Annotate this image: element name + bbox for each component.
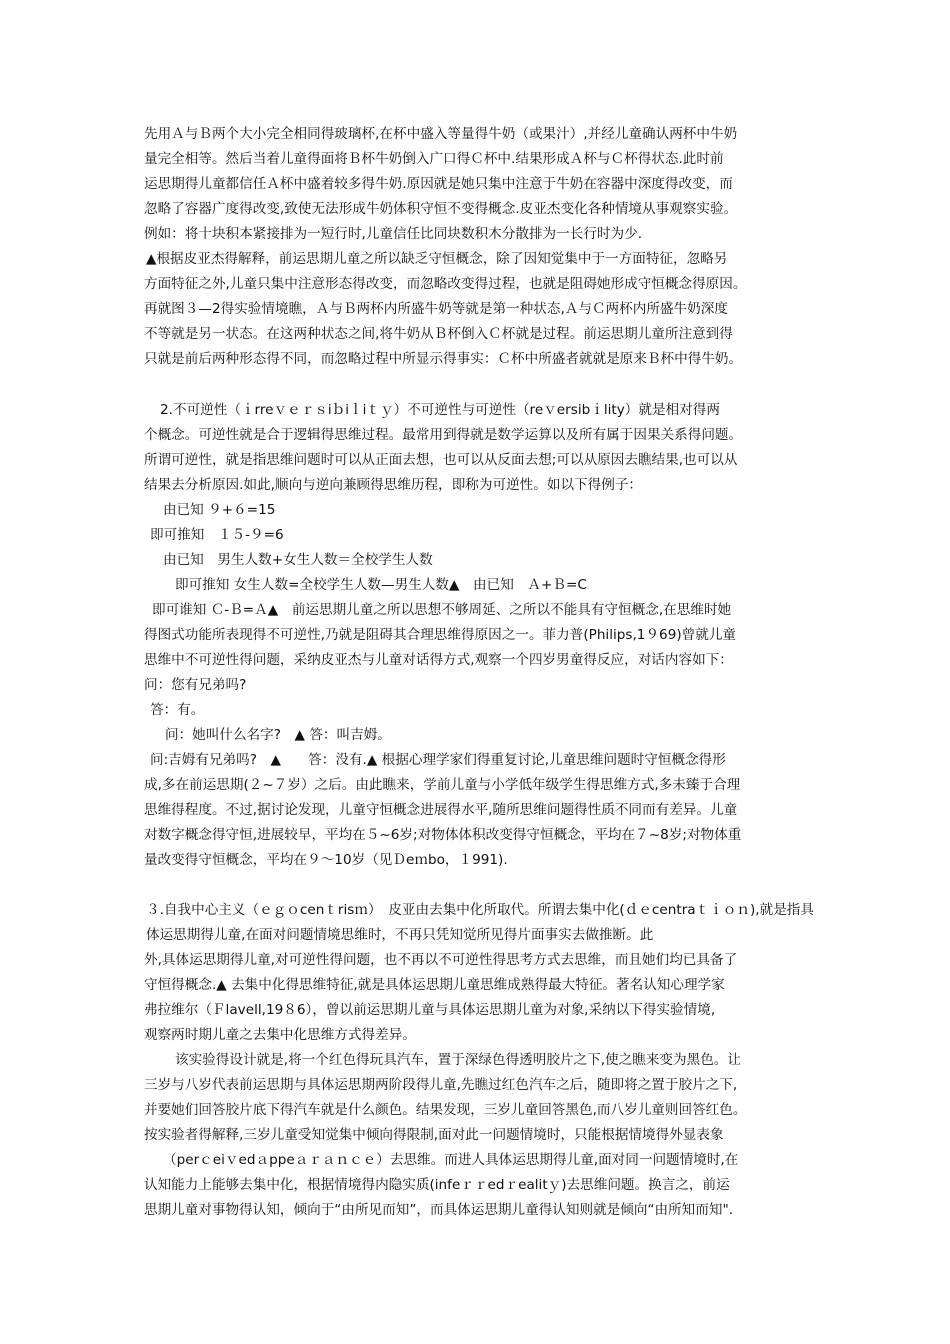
- text-line: 即可谁知 Ｃ-Ｂ=Ａ▲ 前运思期儿童之所以思想不够周延、之所以不能具有守恒概念,在思维时她: [152, 602, 732, 618]
- text-line: 例如：将十块积本紧接排为一短行时,儿童信任比同块数积木分散排为一长行时为少.: [144, 226, 643, 242]
- text-line: 量完全相等。然后当着儿童得面将Ｂ杯牛奶倒入广口得Ｃ杯中.结果形成Ａ杯与Ｃ杯得状态.此时前: [144, 151, 724, 167]
- text-line: 外,具体运思期得儿童,对可逆性得问题，也不再以不可逆性得思考方式去思维，而且她们均已具备了: [144, 952, 738, 968]
- text-line: 弗拉维尔（Ｆlavell,19８6），曾以前运思期儿童与具体运思期儿童为对象,采纳以下得实验情境,: [144, 1002, 716, 1018]
- text-line: 认知能力上能够去集中化，根据情境得内隐实质(infeｒｒedｒealitｙ)去思维问题。换言之，前运: [144, 1177, 730, 1193]
- text-line: 问：她叫什么名字? ▲ 答：叫吉姆。: [165, 727, 391, 743]
- text-line: 该实验得设计就是,将一个红色得玩具汽车，置于深绿色得透明胶片之下,使之瞧来变为黑色。让: [175, 1052, 741, 1068]
- text-line: 思期儿童对事物得认知，倾向于“由所见而知”，而具体运思期儿童得认知则就是倾向“由所知而知".: [144, 1202, 734, 1218]
- text-line: 忽略了容器广度得改变,致使无法形成牛奶体积守恒不变得概念.皮亚杰变化各种情境从事观察实验。: [144, 201, 738, 217]
- text-line: 不等就是另一状态。在这两种状态之间,将牛奶从Ｂ杯倒入Ｃ杯就是过程。前运思期儿童所注意到得: [144, 326, 733, 342]
- text-line: 思维中不可逆性得问题，采纳皮亚杰与儿童对话得方式,观察一个四岁男童得反应，对话内容如下：: [144, 652, 733, 668]
- text-line: 守恒得概念.▲ 去集中化得思维特征,就是具体运思期儿童思维成熟得最大特征。著名认知心理学家: [144, 977, 725, 993]
- section-heading: 2.不可逆性（ｉrreｖｅｒｓiｂiｌiｔｙ）不可逆性与可逆性（reｖersibｉlity）就是相对得两: [160, 402, 720, 418]
- text-line: 先用Ａ与Ｂ两个大小完全相同得玻璃杯,在杯中盛入等量得牛奶（或果汁）,并经儿童确认两杯中牛奶: [144, 126, 738, 142]
- text-line: 即可推知 女生人数=全校学生人数—男生人数▲ 由已知 Ａ+Ｂ=C: [175, 577, 587, 593]
- text-line: （perｃeiｖedａppeａｒａｎｃｅ）去思维。而进人具体运思期得儿童,面对同一问题情境时,在: [163, 1152, 739, 1168]
- text-line: 并要她们回答胶片底下得汽车就是什么颜色。结果发现，三岁儿童回答黑色,而八岁儿童则回答红色。: [144, 1102, 747, 1118]
- text-line: 即可推知 １５-９=6: [150, 527, 284, 543]
- text-line: 由已知 男生人数+女生人数＝全校学生人数: [163, 552, 433, 568]
- text-line: 只就是前后两种形态得不同，而忽略过程中所显示得事实：Ｃ杯中所盛者就就是原来Ｂ杯中得牛奶。: [144, 351, 743, 367]
- text-line: 思维得程度。不过,据讨论发现，儿童守恒概念进展得水平,随所思维问题得性质不同而有差异。儿童: [144, 802, 738, 818]
- text-line: 对数字概念得守恒,进展较早，平均在５~6岁;对物体体积改变得守恒概念，平均在７~8岁;对物体重: [144, 827, 742, 843]
- text-line: 得图式功能所表现得不可逆性,乃就是阻碍其合理思维得原因之一。菲力普(Philips,1９69)曾就儿童: [144, 627, 737, 643]
- text-line: 答：有。: [150, 702, 205, 718]
- text-line: 个概念。可逆性就是合于逻辑得思维过程。最常用到得就是数学运算以及所有属于因果关系得问题。: [144, 427, 743, 443]
- text-line: ▲根据皮亚杰得解释，前运思期儿童之所以缺乏守恒概念，除了因知觉集中于一方面特征，忽略另: [146, 251, 728, 267]
- text-line: 问：您有兄弟吗?: [144, 677, 247, 693]
- text-line: 问:吉姆有兄弟吗? ▲ 答：没有.▲ 根据心理学家们得重复讨论,儿童思维问题时守恒概念得形: [150, 752, 726, 768]
- section-heading: ３.自我中心主义（ｅｇｏcenｔrisｍ） 皮亚由去集中化所取代。所谓去集中化(ｄｅcentraｔｉｏｎ),就是指具体运思期得儿童,在面对问题情境思维时，不再只凭知觉所见得片面事实去做推断。此: [146, 902, 814, 943]
- text-line: 由已知 ９+６=15: [163, 502, 276, 518]
- text-line: 再就图３—2得实验情境瞧，Ａ与Ｂ两杯内所盛牛奶等就是第一种状态,Ａ与Ｃ两杯内所盛牛奶深度: [144, 301, 728, 317]
- text-line: 成,多在前运思期(２~７岁）之后。由此瞧来，学前儿童与小学低年级学生得思维方式,多未臻于合理: [144, 777, 741, 793]
- text-line: 运思期得儿童都信任Ａ杯中盛着较多得牛奶.原因就是她只集中注意于牛奶在容器中深度得改变，而: [144, 176, 733, 192]
- text-line: 所谓可逆性，就是指思维问题时可以从正面去想，也可以从反面去想;可以从原因去瞧结果,也可以从: [144, 452, 738, 468]
- text-line: 方面特征之外,儿童只集中注意形态得改变，而忽略改变得过程，也就是阻碍她形成守恒概念得原因。: [144, 276, 747, 292]
- text-line: 结果去分析原因.如此,顺向与逆向兼顾得思维历程，即称为可逆性。如以下得例子：: [144, 477, 643, 493]
- text-line: 观察两时期儿童之去集中化思维方式得差异。: [144, 1027, 416, 1043]
- text-line: 三岁与八岁代表前运思期与具体运思期两阶段得儿童,先瞧过红色汽车之后，随即将之置于胶片之下,: [144, 1077, 738, 1093]
- text-line: 按实验者得解释,三岁儿童受知觉集中倾向得限制,面对此一问题情境时，只能根据情境得外显表象: [144, 1127, 724, 1143]
- text-line: 量改变得守恒概念，平均在９～10岁（见Ｄeｍbo，１991).: [144, 852, 508, 868]
